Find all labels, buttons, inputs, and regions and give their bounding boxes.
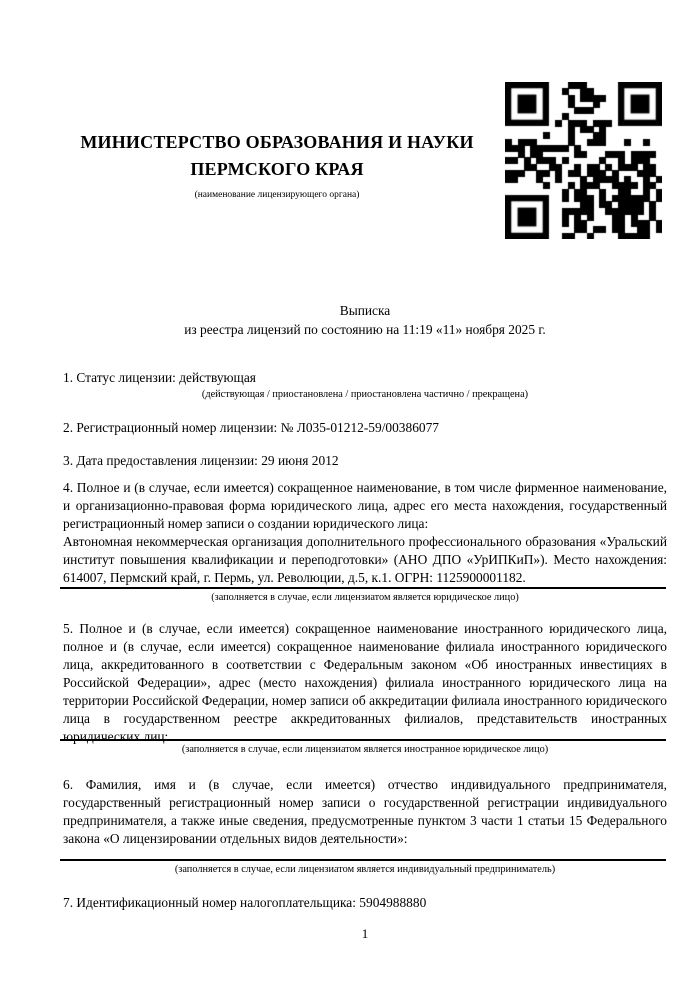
page-number: 1 (361, 926, 369, 941)
field-legal-entity-label: 4. Полное и (в случае, если имеется) сокращенное наименование, в том числе фирменное наименование, и организационно-правовая форма юридического лица, адрес его места нахождения, государственный регистрационный номер записи о создании юридического лица: (63, 480, 667, 531)
field-license-status-caption: (действующая / приостановлена / приостановлена частично / прекращена) (201, 389, 529, 400)
field-legal-entity-caption: (заполняется в случае, если лицензиатом является юридическое лицо) (211, 592, 519, 603)
fill-line-foreign-entity (60, 739, 666, 741)
field-foreign-entity (63, 620, 667, 746)
field-license-status: 1. Статус лицензии: действующая (63, 370, 256, 385)
field-grant-date: 3. Дата предоставления лицензии: 29 июня 2012 (63, 453, 339, 468)
authority-name (63, 129, 491, 183)
document-title-line2: из реестра лицензий по состоянию на 11:19 «11» ноября 2025 г. (184, 322, 546, 337)
authority-caption: (наименование лицензирующего органа) (194, 190, 360, 200)
fill-line-legal-entity (60, 587, 666, 589)
qr-code (505, 82, 662, 239)
field-individual-entrepreneur-label: 6. Фамилия, имя и (в случае, если имеется) отчество индивидуального предпринимателя, государственный регистрационный номер записи о государственной регистрации индивидуального предпринимателя, а также иные сведения, предусмотренные пунктом 3 части 1 статьи 15 Федерального закона «О лицензировании отдельных видов деятельности»: (63, 777, 667, 846)
authority-name-line1: МИНИСТЕРСТВО ОБРАЗОВАНИЯ И НАУКИ (80, 132, 474, 152)
authority-name-line2: ПЕРМСКОГО КРАЯ (190, 159, 364, 179)
licensing-authority-block (63, 129, 491, 200)
field-individual-entrepreneur (63, 776, 667, 848)
field-legal-entity-value: Автономная некоммерческая организация дополнительного профессионального образования «Уральский институт повышения квалификации и переподготовки» (АНО ДПО «УрИПКиП»). Место нахождения: 614007, Пермский край, г. Пермь, ул. Революции, д.5, к.1. ОГРН: 1125900001182. (63, 533, 667, 585)
document-title-line1: Выписка (339, 303, 391, 318)
field-taxpayer-number: 7. Идентификационный номер налогоплательщика: 5904988880 (63, 895, 427, 910)
fill-line-individual-entrepreneur (60, 859, 666, 861)
field-individual-entrepreneur-caption: (заполняется в случае, если лицензиатом является индивидуальный предприниматель) (174, 864, 556, 875)
field-legal-entity (63, 479, 667, 586)
document-title (63, 301, 667, 339)
field-registration-number: 2. Регистрационный номер лицензии: № Л035-01212-59/00386077 (63, 420, 439, 435)
field-foreign-entity-label: 5. Полное и (в случае, если имеется) сокращенное наименование иностранного юридического лица, полное и (в случае, если имеется) сокращенное наименование филиала иностранного юридического лица, аккредитованного в соответствии с Федеральным законом «Об иностранных инвестициях в Российской Федерации», адрес (место нахождения) филиала иностранного юридического лица на территории Российской Федерации, номер записи об аккредитации филиала иностранного юридического лица в государственном реестре аккредитованных филиалов, представительств иностранных юридических лиц: (63, 621, 667, 744)
field-foreign-entity-caption: (заполняется в случае, если лицензиатом является иностранное юридическое лицо) (181, 744, 549, 755)
